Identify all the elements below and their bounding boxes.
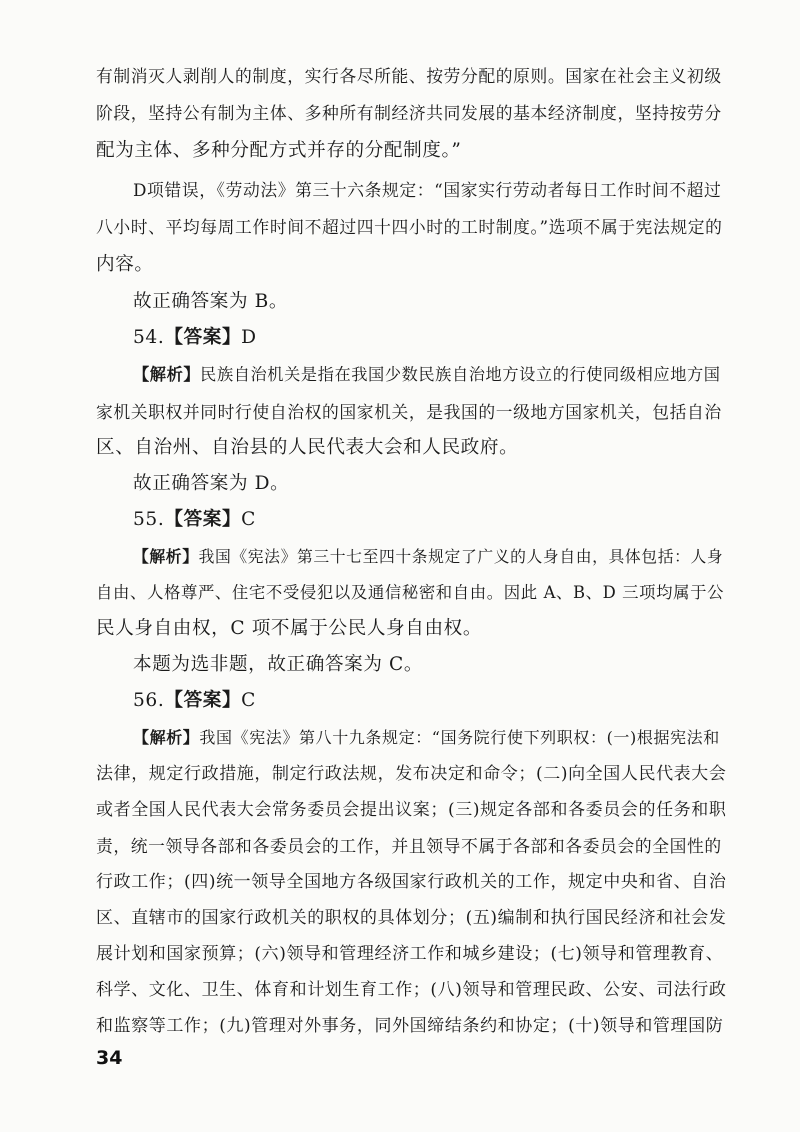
q54-answer-line — [133, 326, 257, 350]
q55-answer: C — [241, 509, 256, 530]
q54-analysis-line2: 家机关职权并同时行使自治权的国家机关，是我国的一级地方国家机关，包括自治 — [96, 402, 722, 422]
q55-conclusion: 本题为选非题，故正确答案为 C。 — [133, 654, 424, 675]
q55-answer-label: 【答案】 — [164, 509, 242, 530]
q54-analysis-line3: 区、自治州、自治县的人民代表大会和人民政府。 — [96, 437, 519, 458]
q55-analysis-line1 — [133, 545, 723, 569]
q56-analysis-line7: 展计划和国家预算；(六)领导和管理经济工作和城乡建设；(七)领导和管理教育、 — [96, 944, 724, 964]
para2-line3: 内容。 — [96, 254, 154, 275]
q56-analysis-line9: 和监察等工作；(九)管理对外事务，同外国缔结条约和协定；(十)领导和管理国防 — [96, 1016, 724, 1036]
q56-analysis-line6: 区、直辖市的国家行政机关的职权的具体划分；(五)编制和执行国民经济和社会发 — [96, 908, 727, 928]
q56-answer-label: 【答案】 — [164, 690, 242, 711]
q56-analysis-line8: 科学、文化、卫生、体育和计划生育工作；(八)领导和管理民政、公安、司法行政 — [96, 980, 727, 1000]
q56-number: 56. — [133, 690, 165, 711]
para1-line2: 阶段，坚持公有制为主体、多种所有制经济共同发展的基本经济制度，坚持按劳分 — [96, 103, 722, 123]
q56-answer: C — [241, 690, 256, 711]
q54-analysis-label: 【解析】 — [133, 365, 201, 384]
q56-analysis-line2: 法律，规定行政措施，制定行政法规，发布决定和命令；(二)向全国人民代表大会 — [96, 764, 727, 784]
q54-number: 54. — [133, 327, 165, 348]
q55-analysis-text1: 我国《宪法》第三十七至四十条规定了广义的人身自由，具体包括：人身 — [198, 547, 724, 566]
q54-answer: D — [241, 327, 257, 348]
q55-answer-line — [133, 508, 256, 532]
q56-analysis-line5: 行政工作；(四)统一领导全国地方各级国家行政机关的工作，规定中央和省、自治 — [96, 872, 727, 892]
q56-analysis-line3: 或者全国人民代表大会常务委员会提出议案；(三)规定各部和各委员会的任务和职 — [96, 800, 727, 820]
q55-number: 55. — [133, 509, 165, 530]
q56-analysis-text1: 我国《宪法》第八十九条规定：“国务院行使下列职权：(一)根据宪法和 — [199, 728, 720, 747]
q55-analysis-line2: 自由、人格尊严、住宅不受侵犯以及通信秘密和自由。因此 A、B、D 三项均属于公 — [96, 583, 725, 602]
q56-answer-line — [133, 689, 256, 713]
q56-analysis-line1 — [133, 726, 720, 750]
para1-line1: 有制消灭人剥削人的制度，实行各尽所能、按劳分配的原则。国家在社会主义初级 — [96, 66, 722, 86]
q54-analysis-text1: 民族自治机关是指在我国少数民族自治地方设立的行使同级相应地方国 — [200, 365, 721, 384]
q55-analysis-line3: 民人身自由权，C 项不属于公民人身自由权。 — [96, 618, 483, 639]
q56-analysis-line4: 责，统一领导各部和各委员会的工作，并且领导不属于各部和各委员会的全国性的 — [96, 836, 722, 856]
q55-analysis-label: 【解析】 — [133, 547, 199, 566]
q54-answer-label: 【答案】 — [164, 327, 242, 348]
para2-line2: 八小时、平均每周工作时间不超过四十四小时的工时制度。”选项不属于宪法规定的 — [96, 217, 723, 237]
q56-analysis-label: 【解析】 — [133, 728, 200, 747]
q54-analysis-line1 — [133, 363, 721, 387]
para1-line3: 配为主体、多种分配方式并存的分配制度。” — [96, 140, 462, 161]
para2-line1: D项错误，《劳动法》第三十六条规定：“国家实行劳动者每日工作时间不超过 — [133, 180, 722, 200]
conclusion-53: 故正确答案为 B。 — [133, 291, 289, 312]
q54-conclusion: 故正确答案为 D。 — [133, 473, 290, 494]
page-number: 34 — [96, 1047, 123, 1069]
